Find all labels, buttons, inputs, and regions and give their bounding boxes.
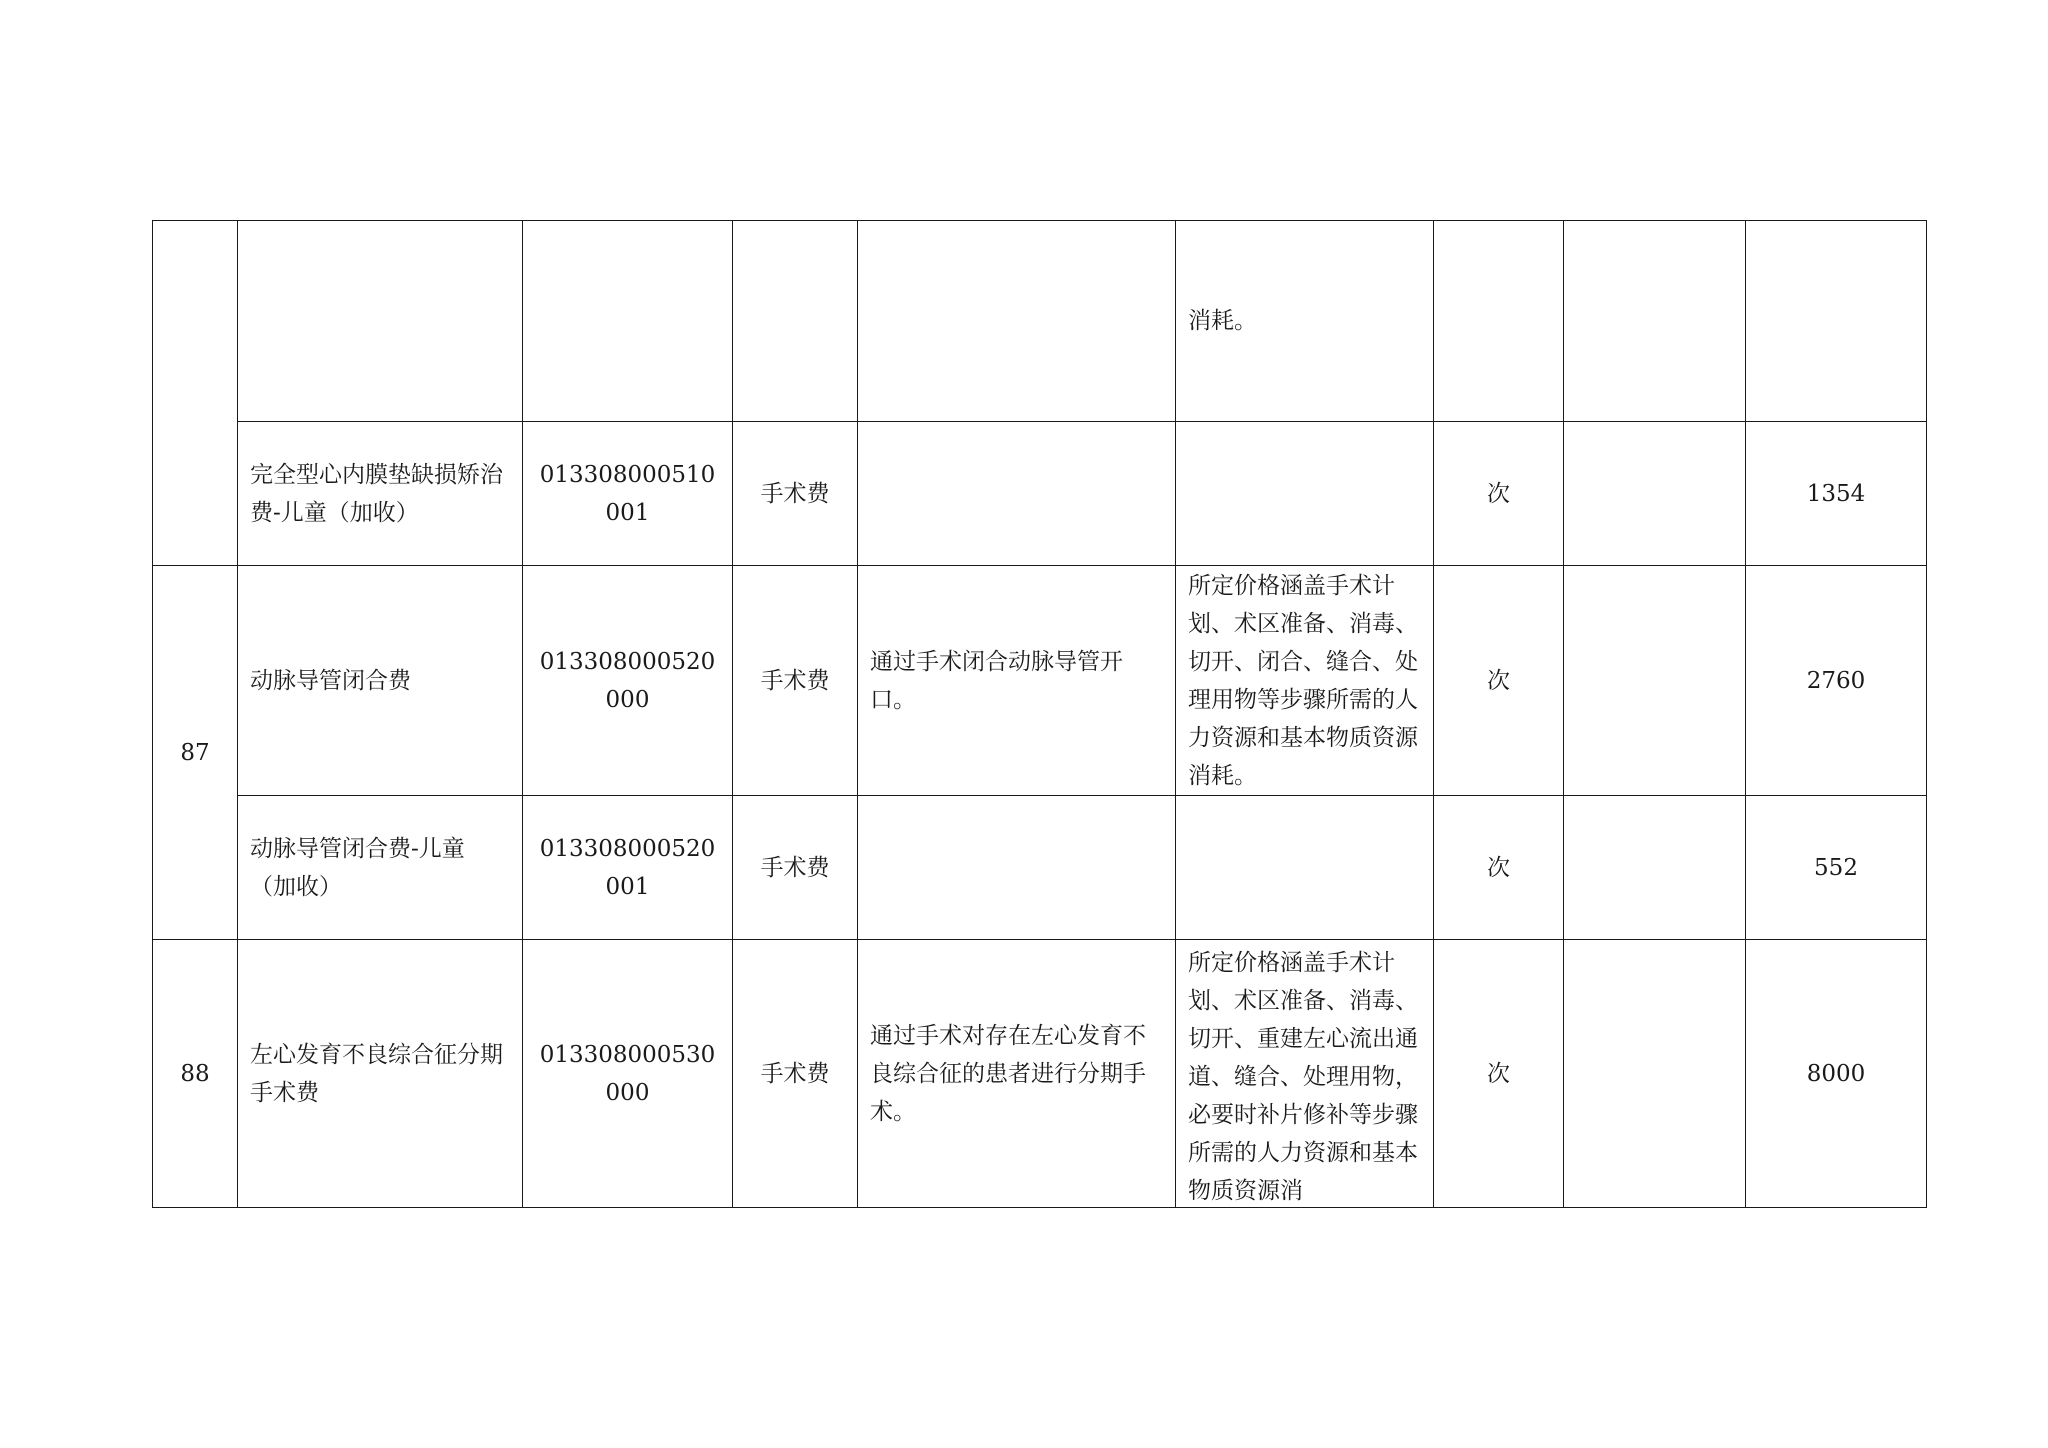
table-row	[153, 422, 1927, 566]
unit-cell: 次	[1434, 422, 1564, 566]
price-cell	[1746, 221, 1927, 422]
unit-cell: 次	[1434, 796, 1564, 940]
table-row	[153, 221, 1927, 422]
item-code-cell: 013308000510001	[523, 422, 733, 566]
category-cell: 手术费	[733, 940, 858, 1208]
table-row	[153, 796, 1927, 940]
coverage-cell	[1176, 422, 1434, 566]
item-name-cell: 动脉导管闭合费	[238, 566, 523, 796]
seq-cell	[153, 221, 238, 566]
content-cell: 通过手术闭合动脉导管开口。	[858, 566, 1176, 796]
coverage-cell: 消耗。	[1176, 221, 1434, 422]
item-code-cell: 013308000520001	[523, 796, 733, 940]
category-cell: 手术费	[733, 566, 858, 796]
unit-cell: 次	[1434, 566, 1564, 796]
category-cell: 手术费	[733, 796, 858, 940]
content-cell	[858, 422, 1176, 566]
note-cell	[1564, 422, 1746, 566]
item-code-cell	[523, 221, 733, 422]
table-row	[153, 566, 1927, 796]
coverage-text: 所定价格涵盖手术计划、术区准备、消毒、切开、重建左心流出通道、缝合、处理用物，必要时补片修补等步骤所需的人力资源和基本物质资源消	[1188, 949, 1418, 1204]
item-name-cell: 动脉导管闭合费-儿童（加收）	[238, 796, 523, 940]
unit-cell: 次	[1434, 940, 1564, 1208]
content-cell	[858, 796, 1176, 940]
coverage-cell	[1176, 940, 1434, 1208]
seq-cell: 88	[153, 940, 238, 1208]
price-cell: 552	[1746, 796, 1927, 940]
price-cell: 1354	[1746, 422, 1927, 566]
item-name-cell: 完全型心内膜垫缺损矫治费-儿童（加收）	[238, 422, 523, 566]
seq-cell: 87	[153, 566, 238, 940]
item-name-cell: 左心发育不良综合征分期手术费	[238, 940, 523, 1208]
unit-cell	[1434, 221, 1564, 422]
note-cell	[1564, 940, 1746, 1208]
coverage-cell	[1176, 796, 1434, 940]
price-cell: 8000	[1746, 940, 1927, 1208]
category-cell: 手术费	[733, 422, 858, 566]
note-cell	[1564, 796, 1746, 940]
item-name-cell	[238, 221, 523, 422]
note-cell	[1564, 221, 1746, 422]
note-cell	[1564, 566, 1746, 796]
content-cell: 通过手术对存在左心发育不良综合征的患者进行分期手术。	[858, 940, 1176, 1208]
category-cell	[733, 221, 858, 422]
item-code-cell: 013308000520000	[523, 566, 733, 796]
price-table	[152, 220, 1927, 1208]
coverage-cell: 所定价格涵盖手术计划、术区准备、消毒、切开、闭合、缝合、处理用物等步骤所需的人力资源和基本物质资源消耗。	[1176, 566, 1434, 796]
item-code-cell: 013308000530000	[523, 940, 733, 1208]
table-row	[153, 940, 1927, 1208]
content-cell	[858, 221, 1176, 422]
price-cell: 2760	[1746, 566, 1927, 796]
